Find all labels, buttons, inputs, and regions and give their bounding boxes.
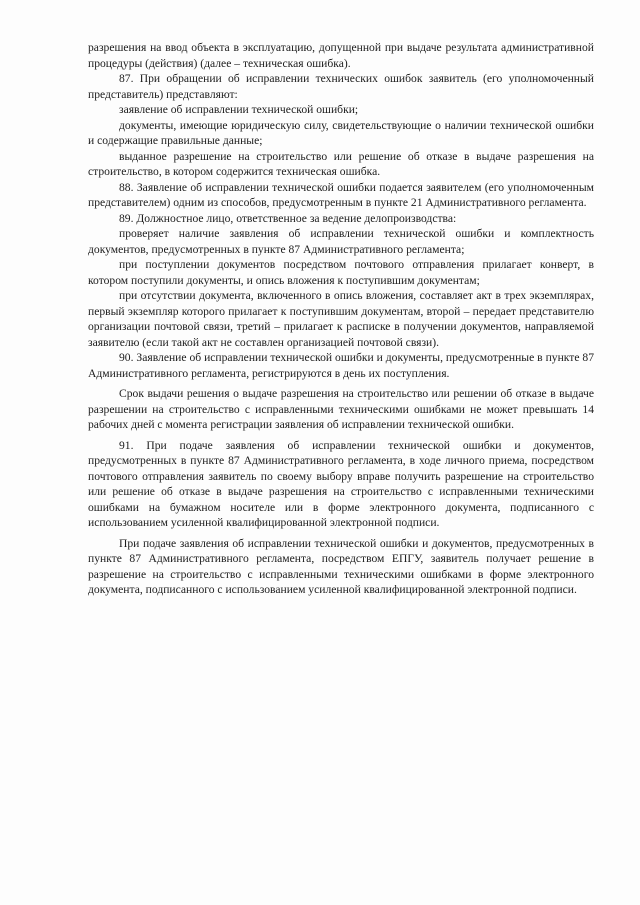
paragraph-continuation: разрешения на ввод объекта в эксплуатацию, допущенной при выдаче результата административной процедуры (действия) (далее – техническая ошибка). [88,41,594,70]
paragraph-89-item-envelope: при поступлении документов посредством почтового отправления прилагает конверт, в котором поступили документы, и опись вложения к поступившим документам; [88,258,594,287]
paragraph-90: 90. Заявление об исправлении технической ошибки и документы, предусмотренные в пункте 87 Административного регламента, регистрируются в день их поступления. [88,351,594,380]
paragraph-89-item-check: проверяет наличие заявления об исправлении технической ошибки и комплектность документов, предусмотренных в пункте 87 Административного регламента; [88,227,594,256]
paragraph-91: 91. При подаче заявления об исправлении технической ошибки и документов, предусмотренных в пункте 87 Административного регламента, в ходе личного приема, посредством почтового отправления заявитель по своему выбору вправе получить разрешение на строительство или решение об отказе в выдаче разрешения на строительство с исправленными техническими ошибками на бумажном носителе или в форме электронного документа, подписанного с использованием усиленной квалифицированной электронной подписи. [88,438,594,529]
paragraph-90-term: Срок выдачи решения о выдаче разрешения на строительство или решении об отказе в выдаче разрешении на строительство с исправленными техническими ошибками не может превышать 14 рабочих дней с момента регистрации заявления об исправлении технической ошибки. [88,387,594,431]
paragraph-89: 89. Должностное лицо, ответственное за ведение делопроизводства: [119,211,457,225]
paragraph-89-item-act: при отсутствии документа, включенного в опись вложения, составляет акт в трех экземплярах, первый экземпляр которого прилагает к поступившим документам, второй – передает представителю организации почтовой связи, третий – прилагает к расписке в получении документов, направляемой заявителю (если такой акт не составлен организацией почтовой связи). [88,289,594,349]
paragraph-87: 87. При обращении об исправлении технических ошибок заявитель (его уполномоченный представитель) представляют: [88,72,594,101]
paragraph-87-item-documents: документы, имеющие юридическую силу, свидетельствующие о наличии технической ошибки и содержащие правильные данные; [88,118,594,147]
paragraph-87-item-application: заявление об исправлении технической ошибки; [119,103,359,116]
paragraph-87-item-permit: выданное разрешение на строительство или решение об отказе в выдаче разрешения на строительство, в котором содержится техническая ошибка. [88,149,594,178]
paragraph-91-epgu: При подаче заявления об исправлении технической ошибки и документов, предусмотренных в пункте 87 Административного регламента, посредством ЕПГУ, заявитель получает решение в разрешение на строительство с исправленными техническими ошибками в форме электронного документа, подписанного с использованием усиленной квалифицированной электронной подписи. [88,536,594,596]
paragraph-88: 88. Заявление об исправлении технической ошибки подается заявителем (его уполномоченным представителем) одним из способов, предусмотренным в пункте 21 Административного регламента. [88,180,594,209]
document-body [88,40,594,598]
